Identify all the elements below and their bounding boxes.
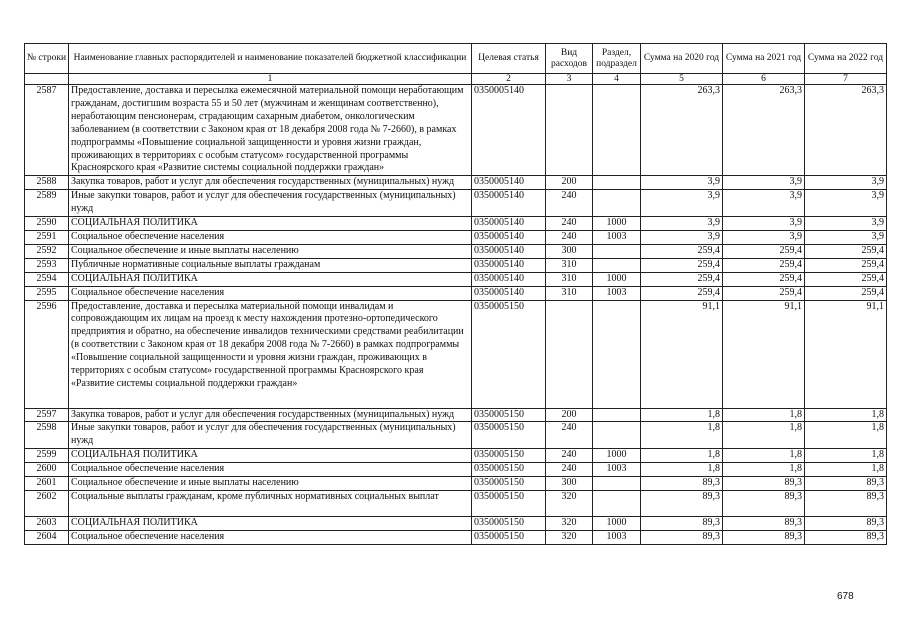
row-vid: 240 bbox=[546, 463, 593, 477]
row-vid: 240 bbox=[546, 190, 593, 217]
row-sum-2021: 3,9 bbox=[723, 176, 805, 190]
table-row bbox=[25, 490, 887, 516]
table-row bbox=[25, 176, 887, 190]
row-target-code: 0350005140 bbox=[472, 244, 546, 258]
row-sum-2020: 3,9 bbox=[641, 217, 723, 231]
row-sum-2021: 259,4 bbox=[723, 244, 805, 258]
row-name: Социальное обеспечение населения bbox=[69, 463, 472, 477]
row-vid: 240 bbox=[546, 230, 593, 244]
row-name: Закупка товаров, работ и услуг для обеспечения государственных (муниципальных) нужд bbox=[69, 408, 472, 422]
row-sum-2020: 259,4 bbox=[641, 258, 723, 272]
table-row bbox=[25, 463, 887, 477]
row-number: 2603 bbox=[25, 516, 69, 530]
row-sum-2020: 259,4 bbox=[641, 272, 723, 286]
row-target-code: 0350005140 bbox=[472, 230, 546, 244]
row-target-code: 0350005150 bbox=[472, 463, 546, 477]
row-razdel: 1000 bbox=[593, 272, 641, 286]
row-target-code: 0350005140 bbox=[472, 217, 546, 231]
row-sum-2022: 1,8 bbox=[805, 422, 887, 449]
row-target-code: 0350005140 bbox=[472, 85, 546, 176]
row-sum-2021: 89,3 bbox=[723, 516, 805, 530]
row-sum-2020: 1,8 bbox=[641, 463, 723, 477]
column-index: 7 bbox=[805, 74, 887, 85]
header-razdel: Раздел, подраздел bbox=[593, 44, 641, 74]
row-name: Социальное обеспечение населения bbox=[69, 530, 472, 544]
row-target-code: 0350005150 bbox=[472, 300, 546, 408]
column-index-row bbox=[25, 74, 887, 85]
table-row bbox=[25, 217, 887, 231]
row-sum-2020: 259,4 bbox=[641, 244, 723, 258]
row-razdel bbox=[593, 258, 641, 272]
header-sum-2020: Сумма на 2020 год bbox=[641, 44, 723, 74]
row-vid bbox=[546, 85, 593, 176]
row-vid bbox=[546, 300, 593, 408]
row-name: Иные закупки товаров, работ и услуг для обеспечения государственных (муниципальных) нужд bbox=[69, 422, 472, 449]
table-row bbox=[25, 422, 887, 449]
row-sum-2021: 3,9 bbox=[723, 190, 805, 217]
row-sum-2020: 89,3 bbox=[641, 490, 723, 516]
row-razdel bbox=[593, 490, 641, 516]
row-number: 2595 bbox=[25, 286, 69, 300]
row-vid: 320 bbox=[546, 530, 593, 544]
row-name: Социальное обеспечение населения bbox=[69, 286, 472, 300]
row-sum-2021: 3,9 bbox=[723, 217, 805, 231]
column-index: 1 bbox=[69, 74, 472, 85]
row-sum-2021: 1,8 bbox=[723, 422, 805, 449]
table-row bbox=[25, 449, 887, 463]
table-row bbox=[25, 230, 887, 244]
table-row bbox=[25, 408, 887, 422]
table-row bbox=[25, 85, 887, 176]
row-sum-2022: 89,3 bbox=[805, 516, 887, 530]
row-name: Социальное обеспечение и иные выплаты населению bbox=[69, 244, 472, 258]
table-row bbox=[25, 477, 887, 491]
row-sum-2020: 91,1 bbox=[641, 300, 723, 408]
row-razdel bbox=[593, 422, 641, 449]
row-vid: 240 bbox=[546, 422, 593, 449]
row-sum-2021: 1,8 bbox=[723, 449, 805, 463]
row-target-code: 0350005150 bbox=[472, 530, 546, 544]
row-razdel: 1003 bbox=[593, 286, 641, 300]
row-sum-2022: 1,8 bbox=[805, 463, 887, 477]
row-number: 2587 bbox=[25, 85, 69, 176]
row-sum-2022: 259,4 bbox=[805, 258, 887, 272]
row-sum-2021: 259,4 bbox=[723, 258, 805, 272]
row-sum-2020: 3,9 bbox=[641, 190, 723, 217]
row-vid: 310 bbox=[546, 258, 593, 272]
table-row bbox=[25, 516, 887, 530]
column-index: 4 bbox=[593, 74, 641, 85]
row-name: СОЦИАЛЬНАЯ ПОЛИТИКА bbox=[69, 449, 472, 463]
row-sum-2020: 3,9 bbox=[641, 230, 723, 244]
row-sum-2020: 263,3 bbox=[641, 85, 723, 176]
budget-table-body bbox=[25, 85, 887, 545]
row-sum-2020: 89,3 bbox=[641, 530, 723, 544]
row-target-code: 0350005150 bbox=[472, 449, 546, 463]
row-sum-2021: 259,4 bbox=[723, 272, 805, 286]
row-name: СОЦИАЛЬНАЯ ПОЛИТИКА bbox=[69, 217, 472, 231]
table-row bbox=[25, 190, 887, 217]
table-row bbox=[25, 300, 887, 408]
row-vid: 310 bbox=[546, 272, 593, 286]
row-vid: 310 bbox=[546, 286, 593, 300]
row-razdel: 1003 bbox=[593, 530, 641, 544]
row-sum-2021: 91,1 bbox=[723, 300, 805, 408]
row-number: 2597 bbox=[25, 408, 69, 422]
row-sum-2022: 89,3 bbox=[805, 490, 887, 516]
row-sum-2022: 3,9 bbox=[805, 230, 887, 244]
row-sum-2020: 89,3 bbox=[641, 516, 723, 530]
row-name: Предоставление, доставка и пересылка материальной помощи инвалидам и сопровождающим их лицам на проезд к месту нахождения протезно-ортопедического предприятия и обратно, на обеспечение инвалидов техническими средствами реабилитации (в соответствии с Законом края от 18 декабря 2008 года № 7-2660) в рамках подпрограммы «Повышение социальной защищенности и уровня жизни граждан, проживающих в территориях с особым статусом» государственной программы Красноярского края «Развитие системы социальной поддержки граждан» bbox=[69, 300, 472, 408]
row-target-code: 0350005140 bbox=[472, 286, 546, 300]
row-number: 2589 bbox=[25, 190, 69, 217]
row-sum-2021: 89,3 bbox=[723, 477, 805, 491]
row-name: Предоставление, доставка и пересылка ежемесячной материальной помощи неработающим гражданам, достигшим возраста 55 и 50 лет (мужчинам и женщинам соответственно), неработающим пенсионерам, страдающим сахарным диабетом, онкологическим заболеванием (в соответствии с Законом края от 18 декабря 2008 года № 7-2660), в рамках подпрограммы «Повышение социальной защищенности и уровня жизни граждан, проживающих в территориях с особым статусом» государственной программы Красноярского края «Развитие системы социальной поддержки граждан» bbox=[69, 85, 472, 176]
row-razdel bbox=[593, 244, 641, 258]
row-number: 2598 bbox=[25, 422, 69, 449]
row-target-code: 0350005140 bbox=[472, 190, 546, 217]
column-index: 2 bbox=[472, 74, 546, 85]
row-sum-2020: 89,3 bbox=[641, 477, 723, 491]
row-vid: 300 bbox=[546, 477, 593, 491]
table-row bbox=[25, 286, 887, 300]
header-name: Наименование главных распорядителей и наименование показателей бюджетной классификации bbox=[69, 44, 472, 74]
table-row bbox=[25, 244, 887, 258]
row-number: 2599 bbox=[25, 449, 69, 463]
row-name: Социальные выплаты гражданам, кроме публичных нормативных социальных выплат bbox=[69, 490, 472, 516]
row-name: Публичные нормативные социальные выплаты гражданам bbox=[69, 258, 472, 272]
row-target-code: 0350005150 bbox=[472, 408, 546, 422]
row-number: 2601 bbox=[25, 477, 69, 491]
column-index bbox=[25, 74, 69, 85]
column-index: 3 bbox=[546, 74, 593, 85]
row-sum-2021: 259,4 bbox=[723, 286, 805, 300]
row-target-code: 0350005150 bbox=[472, 477, 546, 491]
header-sum-2022: Сумма на 2022 год bbox=[805, 44, 887, 74]
row-vid: 200 bbox=[546, 408, 593, 422]
row-sum-2022: 259,4 bbox=[805, 272, 887, 286]
row-vid: 320 bbox=[546, 516, 593, 530]
row-razdel: 1000 bbox=[593, 217, 641, 231]
row-razdel: 1000 bbox=[593, 449, 641, 463]
row-razdel bbox=[593, 176, 641, 190]
row-sum-2021: 3,9 bbox=[723, 230, 805, 244]
row-number: 2604 bbox=[25, 530, 69, 544]
row-razdel: 1003 bbox=[593, 230, 641, 244]
row-sum-2021: 1,8 bbox=[723, 408, 805, 422]
row-target-code: 0350005150 bbox=[472, 422, 546, 449]
row-sum-2022: 89,3 bbox=[805, 530, 887, 544]
row-sum-2022: 1,8 bbox=[805, 408, 887, 422]
row-number: 2593 bbox=[25, 258, 69, 272]
row-number: 2591 bbox=[25, 230, 69, 244]
budget-table bbox=[24, 43, 887, 545]
row-razdel: 1000 bbox=[593, 516, 641, 530]
row-sum-2022: 263,3 bbox=[805, 85, 887, 176]
row-name: СОЦИАЛЬНАЯ ПОЛИТИКА bbox=[69, 272, 472, 286]
row-sum-2020: 1,8 bbox=[641, 449, 723, 463]
row-sum-2020: 1,8 bbox=[641, 422, 723, 449]
row-sum-2021: 1,8 bbox=[723, 463, 805, 477]
row-sum-2021: 89,3 bbox=[723, 490, 805, 516]
row-number: 2592 bbox=[25, 244, 69, 258]
row-sum-2022: 259,4 bbox=[805, 286, 887, 300]
row-number: 2594 bbox=[25, 272, 69, 286]
row-target-code: 0350005140 bbox=[472, 272, 546, 286]
row-name: Закупка товаров, работ и услуг для обеспечения государственных (муниципальных) нужд bbox=[69, 176, 472, 190]
row-vid: 200 bbox=[546, 176, 593, 190]
row-sum-2021: 89,3 bbox=[723, 530, 805, 544]
page-number: 678 bbox=[837, 591, 854, 602]
row-sum-2022: 259,4 bbox=[805, 244, 887, 258]
row-name: Социальное обеспечение и иные выплаты населению bbox=[69, 477, 472, 491]
row-sum-2020: 1,8 bbox=[641, 408, 723, 422]
row-number: 2600 bbox=[25, 463, 69, 477]
row-name: Иные закупки товаров, работ и услуг для обеспечения государственных (муниципальных) нужд bbox=[69, 190, 472, 217]
row-target-code: 0350005140 bbox=[472, 258, 546, 272]
table-row bbox=[25, 530, 887, 544]
row-number: 2602 bbox=[25, 490, 69, 516]
row-name: Социальное обеспечение населения bbox=[69, 230, 472, 244]
row-name: СОЦИАЛЬНАЯ ПОЛИТИКА bbox=[69, 516, 472, 530]
column-index: 6 bbox=[723, 74, 805, 85]
row-vid: 320 bbox=[546, 490, 593, 516]
row-target-code: 0350005150 bbox=[472, 490, 546, 516]
row-number: 2596 bbox=[25, 300, 69, 408]
row-number: 2590 bbox=[25, 217, 69, 231]
header-target: Целевая статья bbox=[472, 44, 546, 74]
row-razdel bbox=[593, 300, 641, 408]
row-target-code: 0350005140 bbox=[472, 176, 546, 190]
row-vid: 300 bbox=[546, 244, 593, 258]
row-razdel bbox=[593, 408, 641, 422]
header-row bbox=[25, 44, 887, 74]
row-vid: 240 bbox=[546, 449, 593, 463]
row-razdel: 1003 bbox=[593, 463, 641, 477]
row-sum-2022: 3,9 bbox=[805, 190, 887, 217]
table-row bbox=[25, 272, 887, 286]
column-index: 5 bbox=[641, 74, 723, 85]
row-sum-2020: 3,9 bbox=[641, 176, 723, 190]
row-sum-2022: 3,9 bbox=[805, 217, 887, 231]
row-sum-2022: 1,8 bbox=[805, 449, 887, 463]
row-razdel bbox=[593, 477, 641, 491]
row-sum-2022: 89,3 bbox=[805, 477, 887, 491]
row-sum-2022: 3,9 bbox=[805, 176, 887, 190]
row-razdel bbox=[593, 85, 641, 176]
row-vid: 240 bbox=[546, 217, 593, 231]
row-sum-2022: 91,1 bbox=[805, 300, 887, 408]
row-number: 2588 bbox=[25, 176, 69, 190]
row-sum-2021: 263,3 bbox=[723, 85, 805, 176]
table-row bbox=[25, 258, 887, 272]
header-row-no: № строки bbox=[25, 44, 69, 74]
row-target-code: 0350005150 bbox=[472, 516, 546, 530]
row-razdel bbox=[593, 190, 641, 217]
header-vid: Вид расходов bbox=[546, 44, 593, 74]
header-sum-2021: Сумма на 2021 год bbox=[723, 44, 805, 74]
row-sum-2020: 259,4 bbox=[641, 286, 723, 300]
